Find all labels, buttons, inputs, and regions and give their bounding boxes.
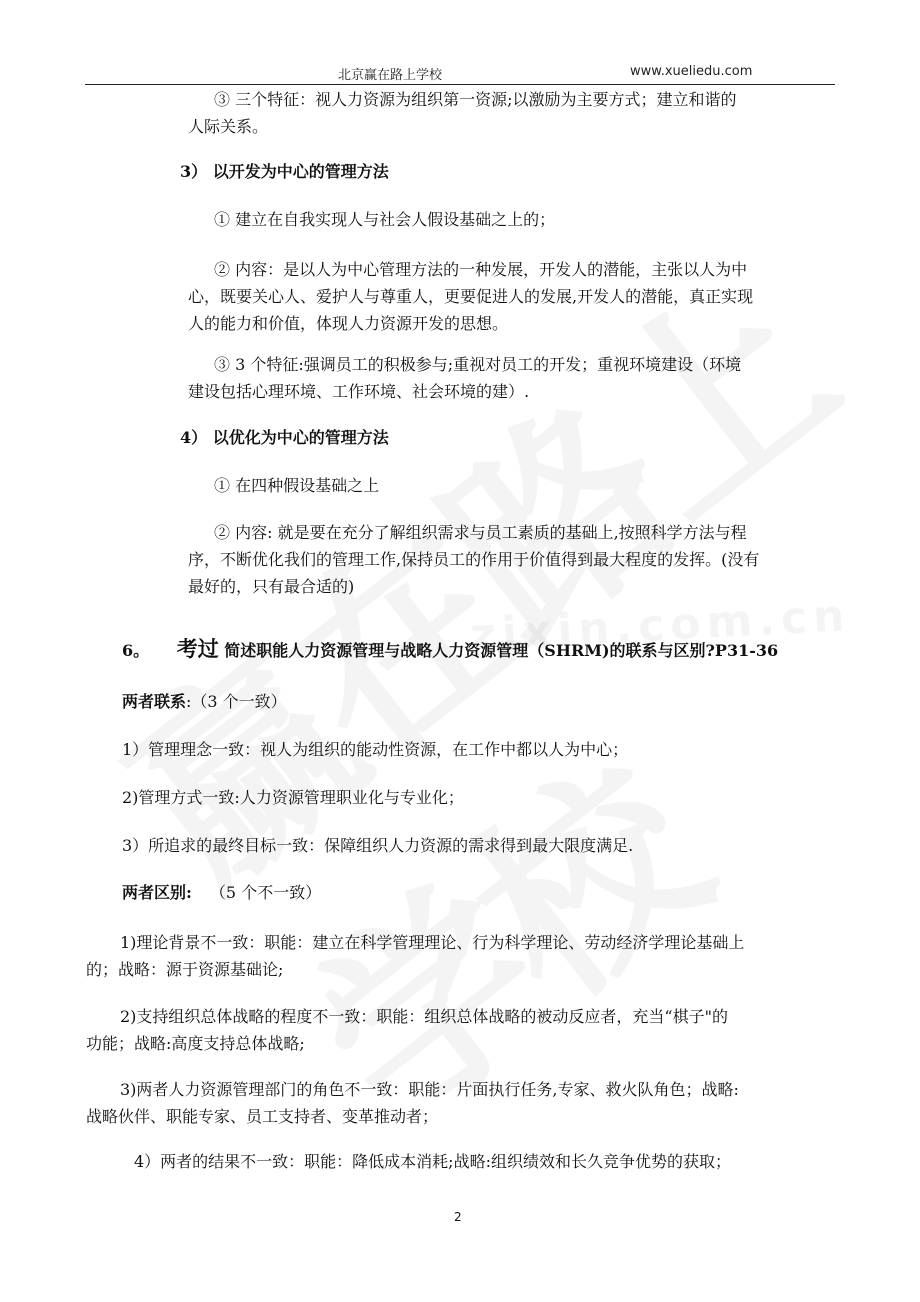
paragraph-content-dev — [188, 256, 753, 337]
paragraph-assumption — [214, 206, 555, 233]
text-line: 战略伙伴、职能专家、员工支持者、变革推动者； — [86, 1107, 439, 1126]
difference-item-3 — [86, 1076, 739, 1130]
text-line: ① 在四种假设基础之上 — [214, 476, 380, 495]
text-line: 人际关系。 — [188, 117, 269, 136]
difference-item-4 — [134, 1148, 731, 1175]
difference-title: 两者区别: — [122, 883, 192, 902]
text-line: ① 建立在自我实现人与社会人假设基础之上的； — [214, 210, 556, 229]
relation-item-1: 1）管理理念一致：视人为组织的能动性资源，在工作中都以人为中心； — [122, 740, 629, 759]
page-header — [85, 62, 835, 85]
text-line: 的；战略：源于资源基础论; — [86, 960, 284, 979]
text-line: ③ 3 个特征:强调员工的积极参与;重视对员工的开发；重视环境建设（环境 — [214, 355, 742, 374]
text-line: 建设包括心理环境、工作环境、社会环境的建）. — [188, 382, 530, 401]
paragraph-features-dev — [188, 351, 741, 405]
difference-note: （5 个不一致） — [209, 883, 322, 902]
text-line: ② 内容：是以人为中心管理方法的一种发展，开发人的潜能，主张以人为中 — [214, 260, 748, 279]
text-line: 人的能力和价值，体现人力资源开发的思想。 — [188, 314, 509, 333]
text-line: 功能；战略:高度支持总体战略; — [86, 1034, 305, 1053]
text-line: 3） 以开发为中心的管理方法 — [180, 162, 389, 181]
relation-item-2: 2)管理方式一致:人力资源管理职业化与专业化； — [122, 788, 464, 807]
text-line: 1)理论背景不一致：职能：建立在科学管理理论、行为科学理论、劳动经济学理论基础上 — [120, 933, 745, 952]
text-line: 最好的，只有最合适的) — [188, 577, 355, 596]
text-line: 序，不断优化我们的管理工作,保持员工的作用于价值得到最大程度的发挥。(没有 — [188, 550, 760, 569]
relation-title: 两者联系 — [122, 692, 187, 711]
text-line: 4）两者的结果不一致：职能：降低成本消耗;战略:组织绩效和长久竞争优势的获取； — [134, 1152, 731, 1171]
text-line: ③ 三个特征：视人力资源为组织第一资源;以激励为主要方式；建立和谐的 — [214, 90, 737, 109]
relation-item-3: 3）所追求的最终目标一致：保障组织人力资源的需求得到最大限度满足. — [122, 836, 634, 855]
header-url: www.xueliedu.com — [630, 64, 753, 79]
relation-note: :（3 个一致） — [186, 692, 287, 711]
difference-heading — [122, 879, 321, 906]
paragraph-four-assumptions — [214, 472, 379, 499]
difference-item-1 — [86, 929, 744, 983]
question-text: 简述职能人力资源管理与战略人力资源管理（SHRM)的联系与区别?P31-36 — [224, 641, 779, 660]
text-line: 4） 以优化为中心的管理方法 — [180, 428, 389, 447]
text-line: ② 内容: 就是要在充分了解组织需求与员工素质的基础上,按照科学方法与程 — [214, 523, 747, 542]
text-line: 3)两者人力资源管理部门的角色不一致：职能：片面执行任务,专家、救火队角色；战略: — [120, 1080, 739, 1099]
paragraph-features-3 — [188, 86, 736, 140]
question-number: 6。 — [122, 641, 150, 660]
relation-heading — [122, 688, 287, 715]
paragraph-content-opt — [188, 519, 759, 600]
question-prefix: 考过 — [176, 636, 219, 661]
difference-item-2 — [86, 1003, 728, 1057]
page-number: 2 — [454, 1210, 462, 1224]
question-6-heading — [122, 633, 778, 663]
section-heading-3 — [180, 158, 389, 185]
text-line: 2)支持组织总体战略的程度不一致：职能：组织总体战略的被动反应者，充当“棋子"的 — [120, 1007, 728, 1026]
section-heading-4 — [180, 424, 389, 451]
header-school-name: 北京赢在路上学校 — [338, 68, 443, 83]
text-line: 心，既要关心人、爱护人与尊重人，更要促进人的发展,开发人的潜能，真正实现 — [188, 287, 754, 306]
